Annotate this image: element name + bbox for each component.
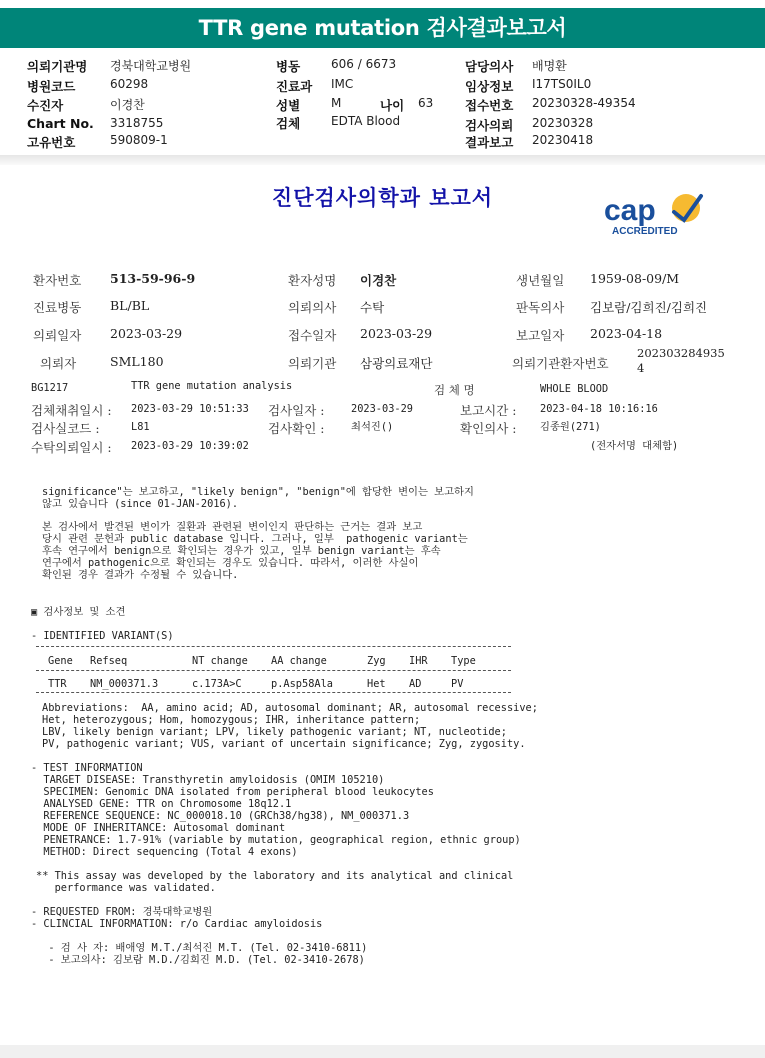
report-date-label: 보고일자 (516, 328, 565, 343)
inst-patient-no-cont: 4 (637, 361, 645, 375)
header-value: 경북대학교병원 (110, 59, 192, 73)
exam-date-label: 검사일자 : (268, 403, 325, 418)
report-title: 진단검사의학과 보고서 (271, 186, 494, 210)
ward-label: 진료병동 (33, 300, 82, 315)
header-label: 결과보고 (465, 135, 514, 150)
cap-logo-subtext: ACCREDITED (612, 226, 678, 237)
abbrev-line: PV, pathogenic variant; VUS, variant of uncertain significance; Zyg, zygosity. (42, 738, 526, 750)
abbrev-line: Het, heterozygous; Hom, homozygous; IHR, inheritance pattern; (42, 714, 421, 726)
cell-gene: TTR (48, 678, 67, 690)
esign-note: (전자서명 대체함) (590, 440, 679, 452)
abbrev-line: LBV, likely benign variant; LPV, likely pathogenic variant; NT, nucleotide; (42, 726, 507, 738)
test-info-line: METHOD: Direct sequencing (Total 4 exons) (31, 846, 298, 858)
requester-label: 의뢰자 (40, 356, 77, 371)
header-value: EDTA Blood (331, 114, 401, 128)
collect-label: 검체채취일시 : (31, 403, 112, 418)
header-value: I17TS0IL0 (532, 77, 592, 91)
header-label: 의뢰기관명 (27, 59, 88, 74)
cell-ihr: AD (409, 678, 422, 690)
header-label: Chart No. (27, 116, 94, 131)
header-label: 병원코드 (27, 79, 76, 94)
body-line: 당시 관련 문헌과 public database 입니다. 그러나, 일부 pathogenic variant는 (42, 533, 468, 545)
col-aa-change: AA change (271, 655, 327, 667)
header-value: 이경찬 (110, 98, 145, 112)
header-value: M (331, 96, 342, 110)
clinical-info: - CLINCIAL INFORMATION: r/o Cardiac amyloidosis (31, 918, 323, 930)
lab-code-label: 검사실코드 : (31, 421, 100, 436)
test-info-line: SPECIMEN: Genomic DNA isolated from peripheral blood leukocytes (31, 786, 434, 798)
body-line: 본 검사에서 발견된 변이가 질환과 관련된 변이인지 판단하는 근거는 결과 보고 (42, 521, 423, 533)
lab-code: L81 (131, 421, 150, 433)
cell-type: PV (451, 678, 464, 690)
header-label: 나이 (380, 98, 405, 113)
confirm-doc: 김종원(271) (540, 421, 601, 433)
cell-zyg: Het (367, 678, 386, 690)
test-info-line: REFERENCE SEQUENCE: NC_000018.10 (GRCh38/hg38), NM_000371.3 (31, 810, 410, 822)
specimen: WHOLE BLOOD (540, 383, 609, 395)
header-value: 20230328-49354 (532, 96, 636, 110)
ref-doctor: 수탁 (360, 300, 385, 315)
requester: SML180 (110, 354, 164, 369)
header-value: 63 (418, 96, 434, 110)
header-label: 검체 (276, 116, 301, 131)
body-line: 연구에서 pathogenic으로 확인되는 경우도 있습니다. 따라서, 이러한 사실이 (42, 557, 419, 569)
report-time-label: 보고시간 : (460, 403, 517, 418)
assay-note: performance was validated. (36, 882, 216, 894)
ref-doctor-label: 의뢰의사 (288, 300, 337, 315)
identified-heading: - IDENTIFIED VARIANT(S) (31, 630, 174, 642)
assay-note: ** This assay was developed by the laboratory and its analytical and clinical (36, 870, 514, 882)
patient-no-label: 환자번호 (33, 273, 82, 288)
recv-date: 2023-03-29 (360, 326, 433, 341)
test-info-line: PENETRANCE: 1.7-91% (variable by mutation, geographical region, ethnic group) (31, 834, 521, 846)
header-label: 접수번호 (465, 98, 514, 113)
consign-time: 2023-03-29 10:39:02 (131, 440, 249, 452)
patient-no: 513-59-96-9 (110, 271, 196, 286)
signer-line: - 검 사 자: 배애영 M.T./최석진 M.T. (Tel. 02-3410-6811) (36, 942, 368, 954)
institution-label: 의뢰기관 (288, 356, 337, 371)
abbrev-line: Abbreviations: AA, amino acid; AD, autosomal dominant; AR, autosomal recessive; (42, 702, 538, 714)
header-value: 606 / 6673 (331, 57, 397, 71)
body-line: significance"는 보고하고, "likely benign", "benign"에 합당한 변이는 보고하지 (42, 486, 474, 498)
recv-date-label: 접수일자 (288, 328, 337, 343)
header-label: 고유번호 (27, 135, 76, 150)
section-title: ▣ 검사정보 및 소견 (31, 606, 126, 618)
signer-line: - 보고의사: 김보람 M.D./김희진 M.D. (Tel. 02-3410-2678) (36, 954, 365, 966)
cap-logo-text: cap (604, 194, 656, 227)
inst-patient-no-label: 의뢰기관환자번호 (512, 356, 609, 371)
inst-patient-no: 202303284935 (637, 346, 725, 360)
col-ihr: IHR (409, 655, 428, 667)
header-value: 3318755 (110, 116, 164, 130)
report-time: 2023-04-18 10:16:16 (540, 403, 658, 415)
test-info-line: TARGET DISEASE: Transthyretin amyloidosis (OMIM 105210) (31, 774, 385, 786)
section-divider (0, 155, 765, 165)
test-info-line: - TEST INFORMATION (31, 762, 143, 774)
header-label: 성별 (276, 98, 301, 113)
reader-label: 판독의사 (516, 300, 565, 315)
table-rule (36, 692, 511, 693)
test-info-line: MODE OF INHERITANCE: Autosomal dominant (31, 822, 286, 834)
table-rule (36, 646, 511, 647)
header-value: IMC (331, 77, 354, 91)
exam-confirm: 최석진() (351, 421, 394, 433)
cell-nt-change: c.173A>C (192, 678, 242, 690)
body-line: 후속 연구에서 benign으로 확인되는 경우가 있고, 일부 benign variant는 후속 (42, 545, 441, 557)
consign-label: 수탁의뢰일시 : (31, 440, 112, 455)
col-refseq: Refseq (90, 655, 128, 667)
patient-name-label: 환자성명 (288, 273, 337, 288)
cap-accredited-logo (604, 190, 714, 238)
header-value: 60298 (110, 77, 149, 91)
col-zyg: Zyg (367, 655, 386, 667)
institution: 삼광의료재단 (360, 356, 433, 371)
test-code: BG1217 (31, 382, 69, 394)
table-rule (36, 670, 511, 671)
specimen-label: 검 체 명 (434, 383, 475, 397)
dob-label: 생년월일 (516, 273, 565, 288)
test-info-line: ANALYSED GENE: TTR on Chromosome 18q12.1 (31, 798, 292, 810)
req-date: 2023-03-29 (110, 326, 183, 341)
body-line: 확인된 경우 결과가 수정될 수 있습니다. (42, 569, 239, 581)
col-gene: Gene (48, 655, 73, 667)
header-value: 20230328 (532, 116, 594, 130)
cell-refseq: NM_000371.3 (90, 678, 159, 690)
col-type: Type (451, 655, 476, 667)
document-title: TTR gene mutation 검사결과보고서 (0, 8, 765, 48)
patient-name: 이경찬 (360, 273, 397, 288)
collect-time: 2023-03-29 10:51:33 (131, 403, 249, 415)
req-date-label: 의뢰일자 (33, 328, 82, 343)
cell-aa-change: p.Asp58Ala (271, 678, 333, 690)
header-label: 검사의뢰 (465, 118, 514, 133)
header-value: 20230418 (532, 133, 594, 147)
header-label: 진료과 (276, 79, 313, 94)
header-label: 수진자 (27, 98, 64, 113)
exam-confirm-label: 검사확인 : (268, 421, 325, 436)
dob: 1959-08-09/M (590, 271, 680, 286)
ward: BL/BL (110, 298, 150, 313)
header-value: 590809-1 (110, 133, 168, 147)
header-label: 임상정보 (465, 79, 514, 94)
body-line: 않고 있습니다 (since 01-JAN-2016). (42, 498, 239, 510)
header-label: 병동 (276, 59, 301, 74)
header-value: 배명환 (532, 59, 567, 73)
report-date: 2023-04-18 (590, 326, 663, 341)
header-label: 담당의사 (465, 59, 514, 74)
exam-date: 2023-03-29 (351, 403, 413, 415)
test-name: TTR gene mutation analysis (131, 380, 293, 392)
requested-from: - REQUESTED FROM: 경북대학교병원 (31, 906, 213, 918)
reader: 김보람/김희진/김희진 (590, 300, 708, 315)
col-nt-change: NT change (192, 655, 248, 667)
confirm-doc-label: 확인의사 : (460, 421, 517, 436)
